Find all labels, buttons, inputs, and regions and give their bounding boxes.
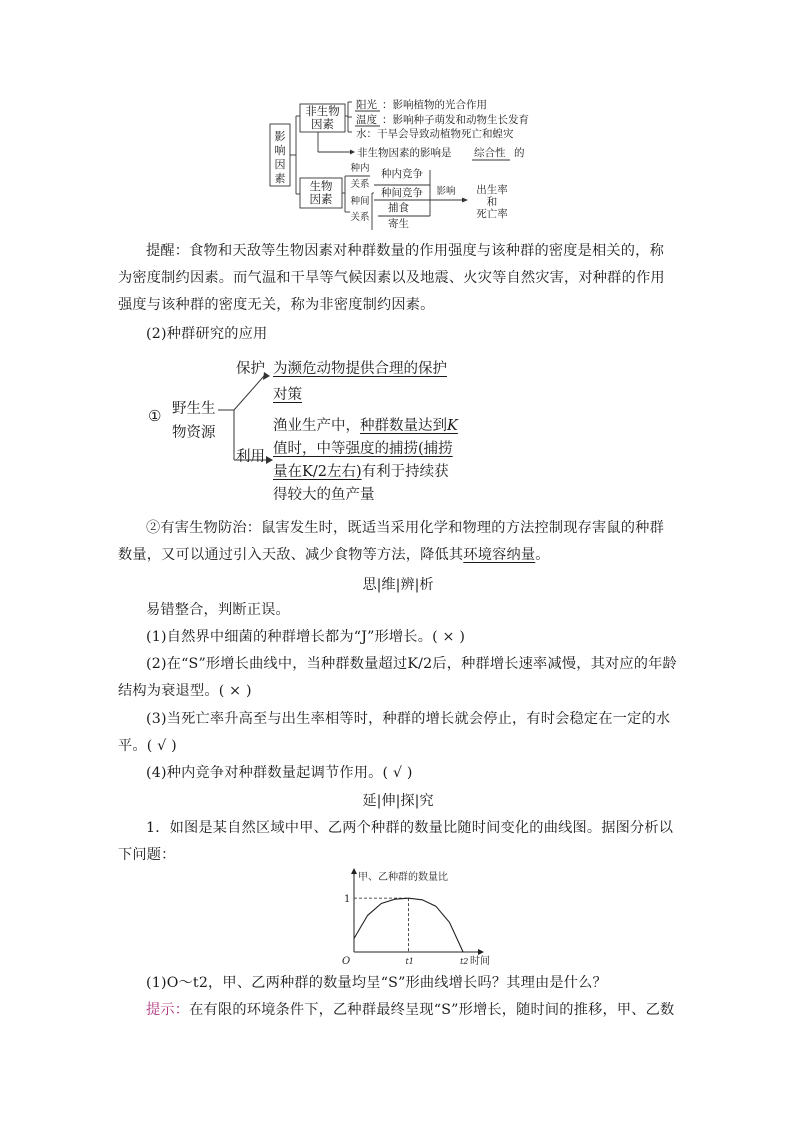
y-axis-arrow	[351, 868, 357, 874]
abiotic-effect-suffix: 的	[514, 147, 525, 159]
hint-text: 在有限的环境条件下，乙种群最终呈现“S”形增长，随时间的推移，甲、乙数	[189, 1002, 675, 1018]
root-label-4: 素	[274, 172, 286, 185]
sub-question-1: (1)O～t2，甲、乙两种群的数量均呈“S”形曲线增长吗？其理由是什么？	[146, 975, 607, 991]
intro-line: 易错整合，判断正误。	[146, 602, 290, 618]
result-3: 死亡率	[476, 208, 508, 220]
y-tick-1: 1	[344, 894, 351, 906]
use-line-3: 量在K/2左右)有利于持续获	[273, 464, 449, 480]
chart-marks	[354, 898, 463, 952]
x-axis-label: 时间	[470, 956, 490, 967]
heading-think: 思|维|辨|析	[362, 577, 434, 593]
temp-desc: ：影响种子萌发和动物生长发育	[382, 114, 529, 126]
light-term: 阳光	[356, 99, 377, 111]
judge-item-3: (3)当死亡率升高至与出生率相等时，种群的增长就会停止，有时会稳定在一定的水平。( √ )	[118, 711, 671, 754]
wildlife-root-line2: 物资源	[172, 425, 216, 441]
biotic-box-line1: 生物	[309, 179, 333, 193]
light-desc: ：影响植物的光合作用	[382, 99, 487, 111]
use-line-2: 值时，中等强度的捕捞(捕捞	[273, 441, 453, 457]
root-label-2: 响	[274, 144, 286, 157]
protect-line-1: 为濒危动物提供合理的保护	[273, 361, 447, 377]
inter-label-1: 种间	[350, 196, 370, 207]
abiotic-effect-term: 综合性	[474, 147, 506, 159]
hint-line	[118, 997, 678, 1024]
population-ratio-chart	[330, 866, 490, 966]
root-label-3: 因	[274, 158, 286, 171]
temp-term: 温度	[356, 114, 377, 126]
abiotic-box-line2: 因素	[311, 117, 334, 131]
y-axis-label: 甲、乙种群的数量比	[358, 872, 448, 883]
tip-paragraph: 提醒：食物和天敌等生物因素对种群数量的作用强度与该种群的密度是相关的，称为密度制约因素。而气温和干旱等气候因素以及地震、火灾等自然灾害，对种群的作用强度与该种群的密度无关，称为非密度制约因素。	[118, 243, 665, 313]
intra-label-2: 关系	[350, 179, 370, 190]
inter-comp: 种间竞争	[381, 187, 423, 199]
hint-label: 提示：	[146, 1002, 190, 1018]
biotic-box-line2: 因素	[309, 192, 333, 206]
judge-item-4: (4)种内竞争对种群数量起调节作用。( √ )	[146, 765, 413, 781]
predation: 捕食	[388, 202, 409, 214]
wildlife-root	[172, 397, 216, 445]
protect-label: 保护	[236, 361, 265, 377]
question-1: 1．如图是某自然区域中甲、乙两个种群的数量比随时间变化的曲线图。据图分析以下问题：	[118, 820, 674, 863]
water-line: 水：干旱会导致动植物死亡和蝗灾	[356, 128, 514, 140]
protect-text	[273, 356, 447, 408]
use-text	[273, 415, 458, 507]
intra-term: 种内竞争	[381, 168, 423, 180]
root-label-1: 影	[274, 130, 286, 143]
parasitism: 寄生	[388, 218, 409, 230]
affect-label: 影响	[436, 186, 456, 197]
intra-label-1: 种内	[350, 163, 370, 174]
x-axis-arrow	[478, 949, 484, 955]
wildlife-root-line1: 野生生	[172, 401, 216, 417]
section-2-title: (2)种群研究的应用	[146, 326, 268, 342]
protect-line-2: 对策	[273, 387, 302, 403]
use-label: 利用	[236, 449, 265, 465]
pest-control-paragraph: ②有害生物防治：鼠害发生时，既适当采用化学和物理的方法控制现存害鼠的种群数量，又可以通过引入天敌、减少食物等方法，降低其环境容纳量。	[118, 520, 664, 563]
origin-label: O	[342, 956, 351, 967]
abiotic-box-line1: 非生物	[305, 104, 340, 118]
result-2: 和	[486, 196, 498, 208]
num-circle-1: ①	[148, 407, 162, 425]
x-tick-t2: t2	[460, 957, 469, 966]
inter-label-2: 关系	[350, 212, 370, 223]
use-line-1: 渔业生产中，种群数量达到K	[273, 418, 458, 434]
judge-item-2: (2)在“S”形增长曲线中，当种群数量超过K/2后，种群增长速率减慢，其对应的年龄结构为衰退型。( × )	[118, 656, 677, 699]
use-line-4: 得较大的鱼产量	[273, 487, 375, 503]
abiotic-effect-prefix: 非生物因素的影响是	[357, 147, 452, 159]
result-1: 出生率	[476, 184, 508, 196]
heading-extend: 延|伸|探|究	[362, 793, 434, 809]
influence-factors-diagram	[262, 90, 562, 230]
x-tick-t1: t1	[405, 957, 414, 966]
judge-item-1: (1)自然界中细菌的种群增长都为“J”形增长。( × )	[146, 629, 466, 645]
